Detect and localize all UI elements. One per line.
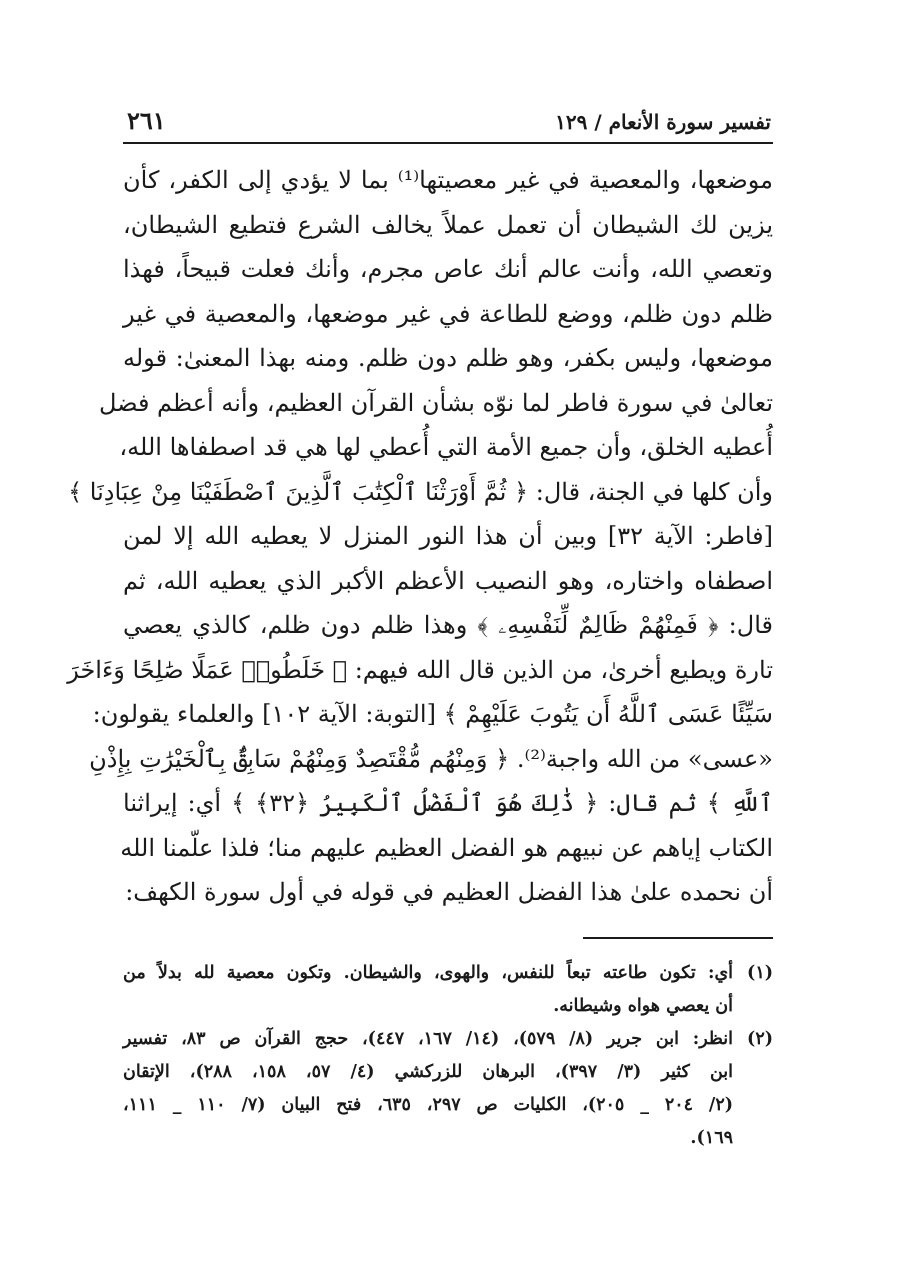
footnote-1 — [123, 957, 773, 1023]
text-line: موضعها، وليس بكفر، وهو ظلم دون ظلم. ومنه بهذا المعنىٰ: قوله — [123, 344, 773, 372]
text-line: تارة ويطيع أخرىٰ، من الذين قال الله فيهم: ﴿ خَلَطُوا۟ عَمَلًا صَٰلِحًا وَءَاخَرَ — [67, 655, 773, 684]
text-line: اصطفاه واختاره، وهو النصيب الأعظم الأكبر الذي يعطيه الله، ثم — [123, 566, 773, 595]
text-line: سَيِّئًا عَسَى ٱللَّهُ أَن يَتُوبَ عَلَيْهِمْ ﴾ [التوبة: الآية ١٠٢] والعلماء يقولون: — [92, 700, 773, 728]
page-header — [123, 100, 773, 144]
text-line: تعالىٰ في سورة فاطر لما نوّه بشأن القرآن العظيم، وأنه أعظم فضل — [98, 388, 773, 417]
book-page — [67, 100, 774, 1155]
text-line: «عسى» من الله واجبة⁽²⁾. ﴿ وَمِنْهُم مُّقْتَصِدٌ وَمِنْهُمْ سَابِقٌۢ بِٱلْخَيْرَٰتِ بِإِذْنِ — [89, 744, 773, 773]
footnote-line: (٢/ ٢٠٤ _ ٢٠٥)، الكليات ص ٢٩٧، ٦٣٥، فتح البيان (٧/ ١١٠ _ ١١١، — [123, 1094, 734, 1115]
text-line: يزين لك الشيطان أن تعمل عملاً يخالف الشرع فتطيع الشيطان، — [123, 210, 773, 239]
footnote-text — [123, 957, 733, 1023]
footnote-line: أي: تكون طاعته تبعاً للنفس، والهوى، والشيطان. وتكون معصية لله بدلاً من — [123, 962, 733, 983]
text-line: قال: ﴿ فَمِنْهُمْ ظَالِمٌ لِّنَفْسِهِۦ ﴾ وهذا ظلم دون ظلم، كالذي يعصي — [123, 611, 773, 639]
text-line: ٱللَّهِ ﴾ ثم قال: ﴿ ذَٰلِكَ هُوَ ٱلْفَضْلُ ٱلْكَبِيرُ ﴿٣٢﴾ ﴾ أي: إيراثنا — [123, 789, 773, 817]
text-line: الكتاب إياهم عن نبيهم هو الفضل العظيم عليهم منا؛ فلذا علّمنا الله — [120, 833, 773, 862]
footnotes — [123, 957, 773, 1155]
footnote-number: (١) — [747, 962, 773, 983]
footnote-line: أن يعصي هواه وشيطانه. — [553, 995, 733, 1016]
footnote-2 — [123, 1023, 773, 1155]
text-line: موضعها، والمعصية في غير معصيتها⁽¹⁾ بما لا يؤدي إلى الكفر، كأن — [123, 166, 774, 194]
text-line: [فاطر: الآية ٣٢] وبين أن هذا النور المنزل لا يعطيه الله إلا لمن — [123, 522, 774, 550]
footnote-line: انظر: ابن جرير (٨/ ٥٧٩)، (١٤/ ١٦٧، ٤٤٧)، حجج القرآن ص ٨٣، تفسير — [123, 1028, 733, 1049]
footnote-separator — [583, 937, 773, 939]
text-line: ظلم دون ظلم، ووضع للطاعة في غير موضعها، والمعصية في غير — [123, 299, 773, 328]
text-line: أُعطيه الخلق، وأن جميع الأمة التي أُعطي لها هي قد اصطفاها الله، — [119, 433, 773, 461]
text-line: وتعصي الله، وأنت عالم أنك عاص مجرم، وأنك فعلت قبيحاً، فهذا — [123, 255, 773, 283]
footnote-text — [123, 1023, 733, 1155]
text-line: وأن كلها في الجنة، قال: ﴿ ثُمَّ أَوْرَثْنَا ٱلْكِتَٰبَ ٱلَّذِينَ ٱصْطَفَيْنَا مِنْ عِبَادِنَا ﴾ — [68, 477, 773, 506]
page-number: ٢٦١ — [127, 106, 166, 135]
running-title: تفسير سورة الأنعام / ١٢٩ — [555, 110, 771, 134]
footnote-line: ١٦٩). — [690, 1127, 733, 1148]
footnote-line: ابن كثير (٣/ ٣٩٧)، البرهان للزركشي (٤/ ٥٧، ١٥٨، ٢٨٨)، الإتقان — [123, 1061, 733, 1082]
text-line: أن نحمده علىٰ هذا الفضل العظيم في قوله في أول سورة الكهف: — [125, 878, 773, 906]
main-text — [67, 158, 774, 915]
footnote-number: (٢) — [747, 1028, 773, 1049]
